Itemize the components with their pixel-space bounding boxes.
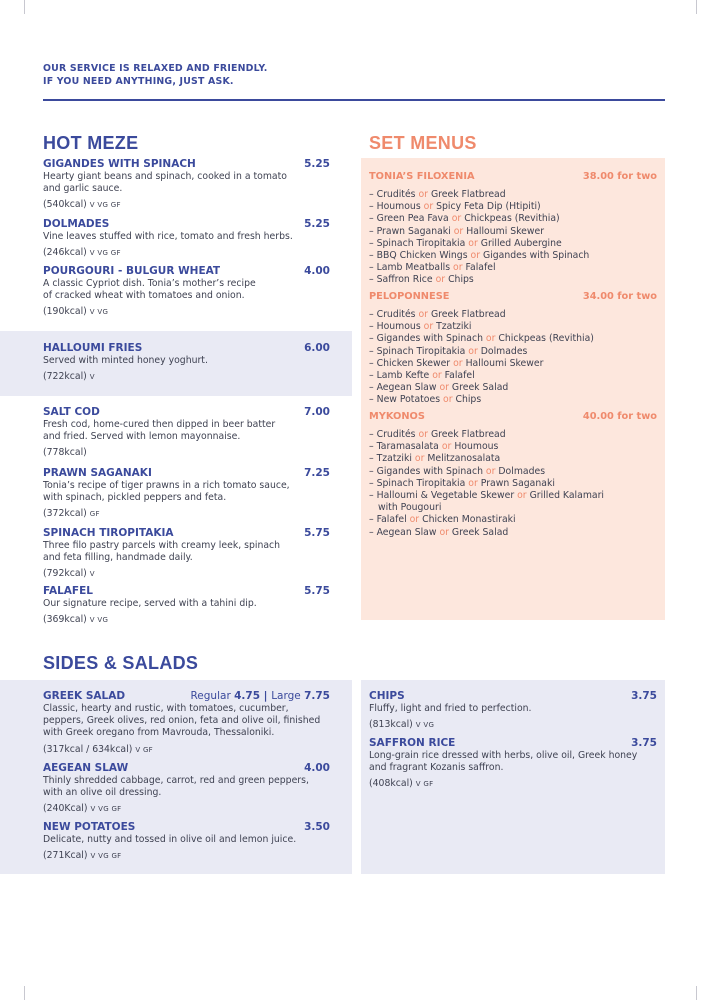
kcal-value: (722kcal) — [43, 371, 87, 383]
course-dish: Grilled Aubergine — [480, 237, 562, 249]
diet-tags: GF — [89, 510, 100, 519]
course-option — [369, 201, 589, 213]
item-description: Fluffy, light and fried to perfection. — [369, 703, 532, 714]
course-dash: – — [369, 357, 377, 369]
course-dish: Dolmades — [498, 465, 546, 477]
kcal-value: (408kcal) — [369, 778, 413, 790]
course-dash: – — [369, 465, 377, 477]
course-dish: New Potatoes — [376, 394, 441, 406]
course-dash: – — [369, 333, 377, 345]
kcal-value: (317kcal / 634kcal) — [43, 743, 133, 755]
item-description: Our signature recipe, served with a tahini dip. — [43, 598, 257, 609]
course-option — [369, 213, 589, 225]
course-dish: Falafel — [376, 514, 407, 526]
course-dish: Chips — [455, 394, 482, 406]
menu-item — [43, 527, 330, 581]
course-dish: Houmous — [376, 201, 421, 213]
item-description: Long-grain rice dressed with herbs, olive oil, Greek honey — [369, 750, 638, 761]
course-option — [369, 490, 604, 502]
menu-item — [43, 690, 330, 756]
course-option — [369, 394, 594, 406]
course-dish: Prawn Saganaki — [480, 477, 555, 489]
item-description: and feta filling, handmade daily. — [43, 552, 193, 564]
course-or: or — [436, 526, 452, 538]
kcal-value: (813kcal) — [369, 719, 413, 731]
course-option — [369, 250, 589, 262]
course-or: or — [411, 453, 428, 465]
course-option — [369, 453, 604, 465]
course-dash: – — [369, 382, 377, 394]
course-option — [369, 226, 589, 238]
course-dash: – — [369, 394, 377, 406]
course-or: or — [438, 441, 455, 453]
course-dish: Halloumi & Vegetable Skewer — [376, 490, 515, 502]
course-dish: Greek Salad — [451, 526, 509, 538]
set-menu-header — [369, 411, 657, 422]
course-or: or — [514, 490, 530, 502]
course-option — [369, 274, 589, 286]
item-price: 3.75 — [631, 737, 657, 749]
item-kcal — [43, 199, 330, 211]
kcal-value: (778kcal) — [43, 447, 87, 459]
item-description: with Greek oregano from Mavrouda, Thessaloniki. — [43, 727, 275, 739]
course-or: or — [450, 357, 466, 369]
course-option — [369, 262, 589, 274]
course-dish: Dolmades — [480, 345, 528, 357]
item-description: Vine leaves stuffed with rice, tomato and fresh herbs. — [43, 231, 293, 242]
size-price: 7.75 — [304, 690, 330, 702]
course-dish: Houmous — [376, 321, 421, 333]
course-dish: Crudités — [376, 189, 416, 200]
item-description: Hearty giant beans and spinach, cooked in a tomato — [43, 171, 287, 182]
course-option — [369, 309, 594, 321]
course-option — [369, 382, 594, 394]
course-or: or — [450, 262, 466, 274]
menu-item — [43, 762, 330, 816]
kcal-value: (792kcal) — [43, 568, 87, 580]
menu-item — [43, 158, 330, 212]
course-or: or — [465, 345, 481, 357]
item-header — [43, 218, 330, 231]
course-dish: Lamb Kefte — [376, 370, 430, 382]
item-name: HALLOUMI FRIES — [43, 342, 143, 354]
course-dish: Melitzanosalata — [427, 453, 501, 465]
item-name: AEGEAN SLAW — [43, 762, 129, 774]
item-kcal — [43, 744, 330, 756]
hot-meze-title: HOT MEZE — [43, 133, 139, 153]
size-label: Regular — [190, 690, 235, 702]
course-option — [369, 358, 594, 370]
item-description: Classic, hearty and rustic, with tomatoes, cucumber, — [43, 703, 289, 714]
kcal-value: (369kcal) — [43, 614, 87, 626]
crop-mark — [24, 0, 25, 14]
course-or: or — [440, 394, 456, 406]
kcal-value: (190kcal) — [43, 306, 87, 318]
diet-tags: V GF — [135, 745, 154, 754]
menu-item — [43, 821, 330, 862]
course-dish: Crudités — [376, 309, 416, 320]
course-dish: Tzatziki — [436, 321, 472, 333]
item-header — [43, 585, 330, 598]
menu-item — [43, 218, 330, 259]
set-menu-name: TONIA’S FILOXENIA — [369, 171, 475, 182]
course-dash: – — [369, 441, 377, 453]
course-or: or — [406, 514, 423, 526]
course-or: or — [415, 309, 431, 320]
course-dish: Prawn Saganaki — [376, 225, 451, 237]
course-dish: Chickpeas (Revithia) — [498, 333, 594, 345]
course-dish: Greek Flatbread — [430, 429, 506, 440]
item-name: SAFFRON RICE — [369, 737, 456, 749]
course-option — [369, 466, 604, 478]
set-menu-header — [369, 291, 657, 302]
item-kcal — [43, 803, 330, 815]
set-menu-name: PELOPONNESE — [369, 291, 450, 302]
item-description: with spinach, pickled peppers and feta. — [43, 492, 227, 504]
item-name: DOLMADES — [43, 218, 110, 230]
item-name: GIGANDES WITH SPINACH — [43, 158, 196, 170]
course-dish: Greek Flatbread — [430, 309, 506, 320]
course-or: or — [432, 274, 449, 286]
course-option — [369, 333, 594, 345]
service-note — [43, 63, 268, 88]
course-dash: – — [369, 189, 377, 200]
course-option — [369, 514, 604, 526]
kcal-value: (246kcal) — [43, 247, 87, 259]
item-price: 3.50 — [304, 821, 330, 833]
course-dish: Gigandes with Spinach — [482, 250, 590, 262]
size-label: Large — [271, 690, 305, 702]
item-kcal — [43, 614, 330, 626]
item-price: 7.25 — [304, 467, 330, 479]
diet-tags: V — [89, 570, 95, 579]
item-header — [43, 690, 330, 703]
item-header — [43, 342, 330, 355]
diet-tags: V VG — [89, 616, 109, 625]
item-header — [43, 467, 330, 480]
course-option — [369, 478, 604, 490]
diet-tags: V VG GF — [89, 201, 121, 210]
course-dish: Spicy Feta Dip (Htipiti) — [436, 201, 541, 213]
course-dish: Houmous — [454, 441, 499, 453]
diet-tags: V VG — [415, 721, 435, 730]
item-price: 7.00 — [304, 406, 330, 418]
item-name: FALAFEL — [43, 585, 93, 597]
course-dish: Gigandes with Spinach — [376, 465, 483, 477]
sides-title: SIDES & SALADS — [43, 653, 199, 673]
course-dish: Halloumi Skewer — [466, 225, 545, 237]
item-kcal — [43, 247, 330, 259]
course-dash: – — [369, 225, 377, 237]
course-option — [369, 441, 604, 453]
menu-item — [43, 265, 330, 319]
item-price: 4.00 — [304, 265, 330, 277]
course-dash: – — [369, 429, 377, 440]
course-dash: – — [369, 250, 377, 262]
course-dish: Aegean Slaw — [376, 382, 437, 394]
size-divider: | — [260, 690, 272, 702]
course-dish: Halloumi Skewer — [465, 357, 544, 369]
item-kcal — [369, 778, 657, 790]
item-description: Delicate, nutty and tossed in olive oil and lemon juice. — [43, 834, 297, 845]
item-price: 5.75 — [304, 527, 330, 539]
course-or: or — [450, 225, 467, 237]
course-dish: Chicken Skewer — [376, 357, 451, 369]
course-or: or — [482, 333, 499, 345]
kcal-value: (372kcal) — [43, 508, 87, 520]
course-or: or — [420, 321, 437, 333]
item-kcal — [43, 447, 330, 459]
item-name: CHIPS — [369, 690, 405, 702]
item-price: 6.00 — [304, 342, 330, 354]
menu-item — [43, 585, 330, 626]
course-dish: Falafel — [465, 262, 496, 274]
set-menu-courses — [369, 189, 589, 287]
item-kcal — [43, 850, 330, 862]
header-divider — [43, 99, 665, 101]
crop-mark — [696, 0, 697, 14]
service-note-line: IF YOU NEED ANYTHING, JUST ASK. — [43, 75, 234, 87]
item-name: SALT COD — [43, 406, 100, 418]
course-dash: – — [369, 309, 377, 320]
item-price: 5.75 — [304, 585, 330, 597]
course-or: or — [420, 201, 437, 213]
item-header — [369, 690, 657, 703]
course-dash: – — [369, 490, 377, 502]
course-dash: – — [369, 477, 377, 489]
item-description: peppers, Greek olives, red onion, feta and olive oil, finished — [43, 715, 321, 727]
item-header — [43, 158, 330, 171]
course-dish: BBQ Chicken Wings — [376, 250, 468, 262]
course-dish: Falafel — [444, 370, 475, 382]
course-or: or — [436, 382, 452, 394]
item-kcal — [43, 568, 330, 580]
item-description: A classic Cypriot dish. Tonia’s mother’s recipe — [43, 278, 256, 289]
diet-tags: V GF — [415, 780, 434, 789]
item-kcal — [43, 371, 330, 383]
course-or: or — [465, 477, 481, 489]
course-dish: with Pougouri — [378, 502, 442, 514]
item-kcal — [369, 719, 657, 731]
course-dish: Tzatziki — [376, 453, 412, 465]
item-description: and garlic sauce. — [43, 183, 123, 195]
item-description: of cracked wheat with tomatoes and onion. — [43, 290, 245, 302]
diet-tags: V VG — [89, 308, 109, 317]
kcal-value: (540kcal) — [43, 199, 87, 211]
item-header — [369, 737, 657, 750]
course-dash: – — [369, 213, 377, 225]
set-menu-name: MYKONOS — [369, 411, 425, 422]
set-menu-price: 34.00 for two — [582, 291, 657, 302]
item-description: and fried. Served with lemon mayonnaise. — [43, 431, 241, 443]
set-menus-title: SET MENUS — [369, 133, 477, 153]
item-price: 5.25 — [304, 218, 330, 230]
course-dish: Saffron Rice — [376, 274, 433, 286]
course-dash: – — [369, 453, 377, 465]
item-price: 5.25 — [304, 158, 330, 170]
item-name: GREEK SALAD — [43, 690, 126, 702]
course-dish: Lamb Meatballs — [376, 262, 451, 274]
crop-mark — [696, 986, 697, 1000]
item-name: POURGOURI - BULGUR WHEAT — [43, 265, 221, 277]
course-dish: Crudités — [376, 429, 416, 440]
item-sizes — [190, 690, 330, 703]
course-dish: Aegean Slaw — [376, 526, 437, 538]
course-or: or — [415, 189, 431, 200]
course-dash: – — [369, 274, 377, 286]
course-dish: Greek Flatbread — [430, 189, 506, 200]
course-or: or — [448, 213, 465, 225]
crop-mark — [24, 986, 25, 1000]
course-or: or — [415, 429, 431, 440]
item-description: Served with minted honey yoghurt. — [43, 355, 208, 366]
course-dash: – — [369, 345, 377, 357]
course-option — [369, 238, 589, 250]
course-option — [369, 502, 604, 514]
item-name: SPINACH TIROPITAKIA — [43, 527, 174, 539]
set-menu-price: 38.00 for two — [582, 171, 657, 182]
diet-tags: V VG GF — [89, 249, 121, 258]
item-name: PRAWN SAGANAKI — [43, 467, 152, 479]
course-or: or — [429, 370, 445, 382]
course-dash: – — [369, 201, 377, 213]
course-option — [369, 370, 594, 382]
kcal-value: (240Kcal) — [43, 803, 88, 815]
kcal-value: (271Kcal) — [43, 850, 88, 862]
course-dish: Taramasalata — [376, 441, 439, 453]
menu-item — [369, 737, 657, 791]
menu-item — [43, 467, 330, 521]
course-option — [369, 527, 604, 539]
item-header — [43, 762, 330, 775]
item-description: and fragrant Kozanis saffron. — [369, 762, 504, 774]
course-or: or — [465, 237, 481, 249]
diet-tags: V — [89, 373, 95, 382]
service-note-line: OUR SERVICE IS RELAXED AND FRIENDLY. — [43, 63, 268, 74]
course-dish: Chicken Monastiraki — [422, 514, 516, 526]
item-price: 3.75 — [631, 690, 657, 702]
item-header — [43, 406, 330, 419]
set-menu-header — [369, 171, 657, 182]
menu-item — [369, 690, 657, 731]
course-dish: Greek Salad — [451, 382, 509, 394]
course-dash: – — [369, 514, 377, 526]
item-kcal — [43, 306, 330, 318]
diet-tags: V VG GF — [90, 852, 122, 861]
course-dash: – — [369, 262, 377, 274]
item-name: NEW POTATOES — [43, 821, 136, 833]
course-or: or — [467, 250, 483, 262]
item-description: Fresh cod, home-cured then dipped in beer batter — [43, 419, 276, 430]
course-dish: Spinach Tiropitakia — [376, 477, 466, 489]
item-header — [43, 265, 330, 278]
set-menu-price: 40.00 for two — [582, 411, 657, 422]
course-dish: Grilled Kalamari — [529, 490, 604, 502]
course-dish: Spinach Tiropitakia — [376, 237, 466, 249]
size-price: 4.75 — [234, 690, 261, 702]
menu-item — [43, 342, 330, 383]
course-dash: – — [369, 321, 377, 333]
set-menu-courses — [369, 429, 604, 539]
course-dash: – — [369, 237, 377, 249]
item-description: Tonia’s recipe of tiger prawns in a rich tomato sauce, — [43, 480, 290, 491]
course-option — [369, 429, 604, 441]
item-description: Thinly shredded cabbage, carrot, red and green peppers, — [43, 775, 309, 786]
course-dash: – — [369, 370, 377, 382]
item-description: with an olive oil dressing. — [43, 787, 162, 799]
course-option — [369, 346, 594, 358]
course-dish: Chips — [448, 274, 474, 286]
course-option — [369, 189, 589, 201]
course-or: or — [482, 465, 499, 477]
menu-item — [43, 406, 330, 460]
course-dash: – — [369, 526, 377, 538]
course-option — [369, 321, 594, 333]
course-dish: Gigandes with Spinach — [376, 333, 483, 345]
diet-tags: V VG GF — [90, 805, 122, 814]
item-kcal — [43, 508, 330, 520]
item-description: Three filo pastry parcels with creamy leek, spinach — [43, 540, 281, 551]
course-dish: Green Pea Fava — [376, 213, 449, 225]
item-price: 4.00 — [304, 762, 330, 774]
course-dish: Spinach Tiropitakia — [376, 345, 466, 357]
item-header — [43, 527, 330, 540]
course-dish: Chickpeas (Revithia) — [464, 213, 560, 225]
set-menu-courses — [369, 309, 594, 407]
item-header — [43, 821, 330, 834]
